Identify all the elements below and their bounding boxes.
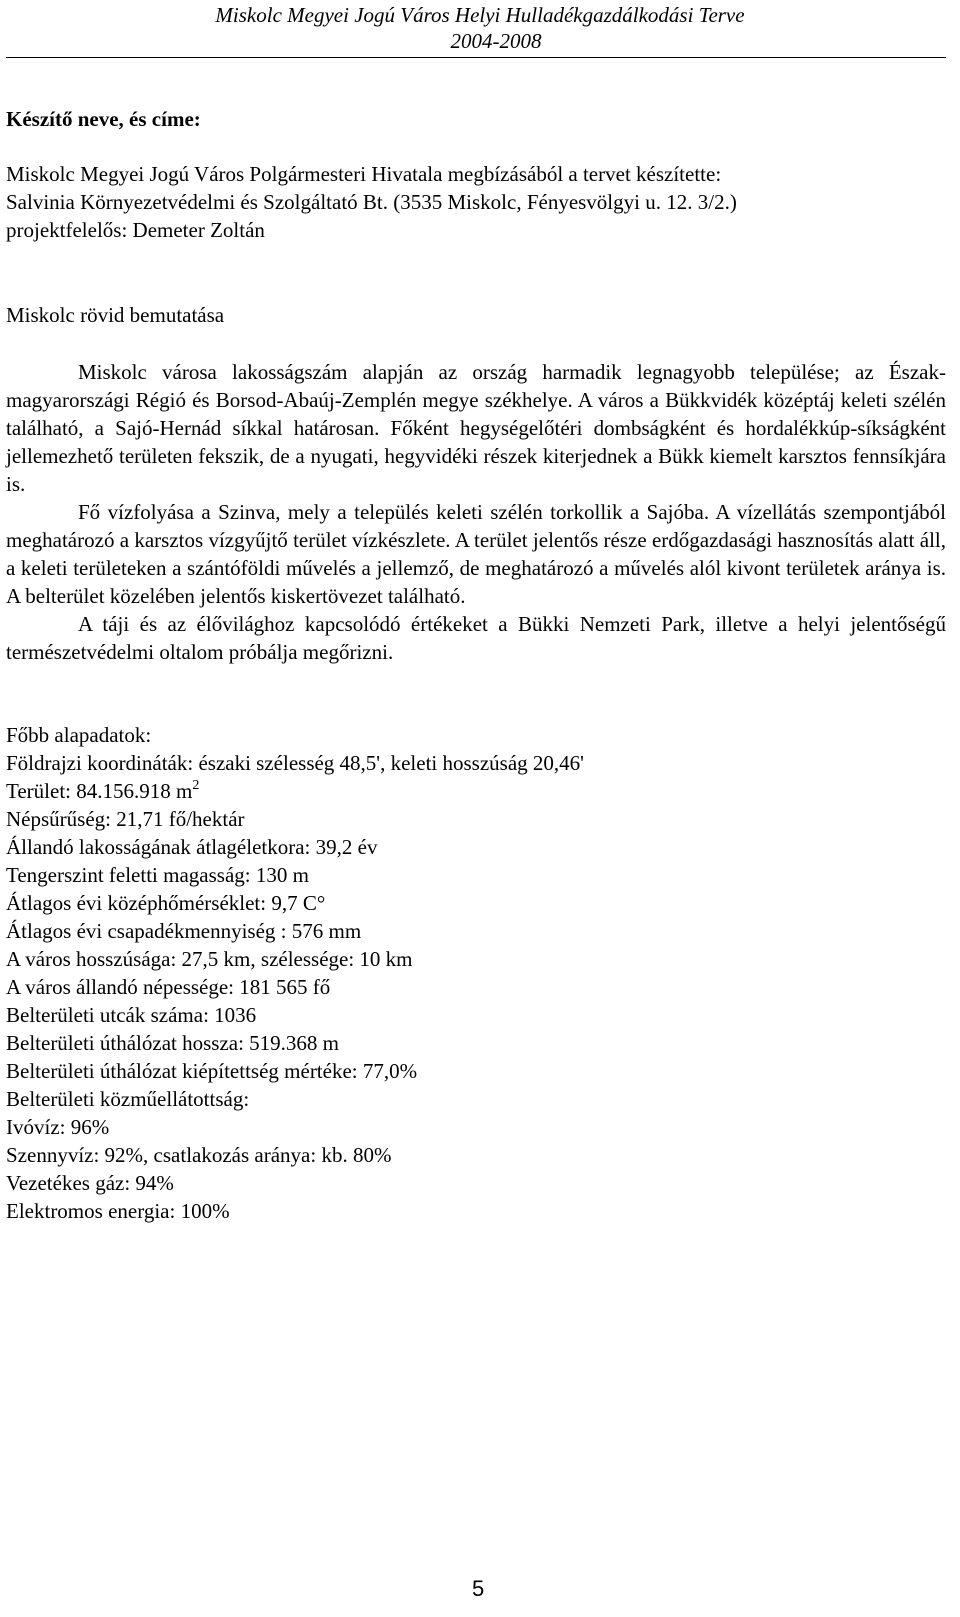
fact-item: Elektromos energia: 100%	[6, 1199, 230, 1223]
header-divider	[6, 57, 946, 58]
author-heading: Készítő neve, és címe:	[6, 107, 201, 131]
fact-item: Átlagos évi csapadékmennyiség : 576 mm	[6, 919, 362, 943]
fact-area-value: Terület: 84.156.918 m	[6, 779, 193, 803]
intro-body	[6, 358, 946, 666]
header-title: Miskolc Megyei Jogú Város Helyi Hulladékgazdálkodási Terve	[215, 3, 745, 27]
author-block	[6, 160, 946, 244]
fact-area-exponent: 2	[192, 778, 200, 793]
fact-item: Átlagos évi középhőmérséklet: 9,7 C°	[6, 891, 326, 915]
fact-area	[6, 777, 946, 805]
fact-item: A város hosszúsága: 27,5 km, szélessége: 10 km	[6, 947, 413, 971]
fact-item: A város állandó népessége: 181 565 fő	[6, 975, 331, 999]
fact-item: Belterületi közműellátottság:	[6, 1087, 250, 1111]
author-line-commission: Miskolc Megyei Jogú Város Polgármesteri Hivatala megbízásából a tervet készítette:	[6, 162, 722, 186]
intro-paragraph: Miskolc városa lakosságszám alapján az ország harmadik legnagyobb települése; az Észak-magyarországi Régió és Borsod-Abaúj-Zemplén megye székhelye. A város a Bükkvidék középtáj keleti szélén található, a Sajó-Hernád síkkal határosan. Főként hegységelőtéri dombságként és hordalékkúp-síkságként jellemezhető területen fekszik, de a nyugati, hegyvidéki részek kiterjednek a Bükk kiemelt karsztos fennsíkjára is.	[6, 360, 946, 496]
page-number: 5	[472, 1576, 485, 1601]
author-line-company: Salvinia Környezetvédelmi és Szolgáltató Bt. (3535 Miskolc, Fényesvölgyi u. 12. 3/2.)	[6, 190, 737, 214]
fact-item: Állandó lakosságának átlagéletkora: 39,2 év	[6, 835, 378, 859]
intro-heading: Miskolc rövid bemutatása	[6, 303, 225, 327]
intro-paragraph: Fő vízfolyása a Szinva, mely a település keleti szélén torkollik a Sajóba. A vízellátás szempontjából meghatározó a karsztos vízgyűjtő terület vízkészlete. A terület jelentős része erdőgazdasági hasznosítás alatt áll, a keleti területeken a szántóföldi művelés a jellemző, de meghatározó a művelés alól kivont területek aránya is. A belterület közelében jelentős kiskertövezet található.	[6, 500, 946, 608]
fact-item: Belterületi úthálózat kiépítettség mértéke: 77,0%	[6, 1059, 418, 1083]
fact-item: Tengerszint feletti magasság: 130 m	[6, 863, 309, 887]
fact-item: Szennyvíz: 92%, csatlakozás aránya: kb. 80%	[6, 1143, 392, 1167]
facts-list	[6, 721, 946, 1225]
author-line-project-lead: projektfelelős: Demeter Zoltán	[6, 218, 265, 242]
fact-item: Ivóvíz: 96%	[6, 1115, 110, 1139]
intro-paragraph: A táji és az élővilághoz kapcsolódó értékeket a Bükki Nemzeti Park, illetve a helyi jelentőségű természetvédelmi oltalom próbálja megőrizni.	[6, 612, 946, 664]
facts-heading: Főbb alapadatok:	[6, 723, 152, 747]
fact-item: Belterületi úthálózat hossza: 519.368 m	[6, 1031, 340, 1055]
fact-item: Belterületi utcák száma: 1036	[6, 1003, 257, 1027]
header-years: 2004-2008	[450, 29, 542, 53]
page-header	[0, 2, 960, 54]
fact-item: Népsűrűség: 21,71 fő/hektár	[6, 807, 245, 831]
fact-item: Vezetékes gáz: 94%	[6, 1171, 174, 1195]
fact-coordinates: Földrajzi koordináták: északi szélesség 48,5', keleti hosszúság 20,46'	[6, 751, 584, 775]
